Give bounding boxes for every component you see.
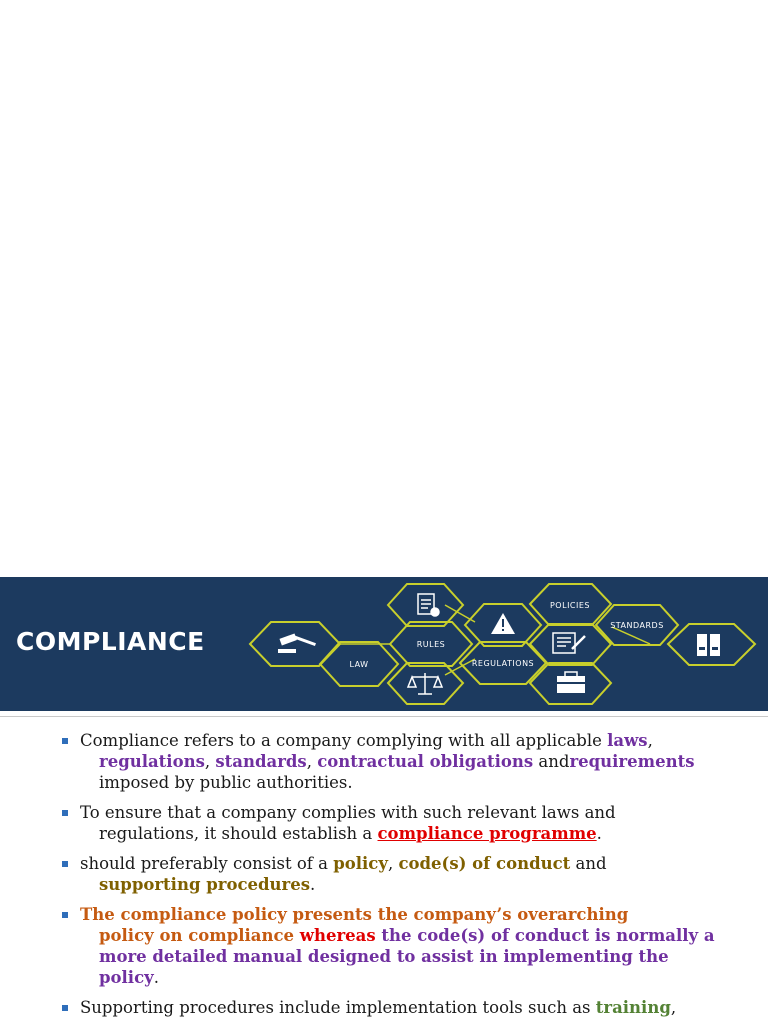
bullet-text-run: Supporting procedures include implementation tools such as: [80, 998, 596, 1017]
rules-hex: [390, 622, 472, 666]
bullet-text-run: whereas: [299, 926, 376, 945]
bullet-first-line: [80, 905, 628, 924]
bullet-item: [0, 802, 768, 844]
bullet-text-run: and: [533, 752, 570, 771]
bullet-text-run: laws: [607, 731, 648, 750]
bullet-text-run: contractual obligations: [317, 752, 534, 771]
bullet-text-run: compliance programme: [377, 824, 597, 843]
divider: [0, 716, 768, 717]
scales-hex: [388, 663, 463, 704]
checklist-hex: [388, 584, 463, 626]
bullet-text-run: regulations: [99, 752, 205, 771]
bullet-item: [0, 997, 768, 1018]
warning-hex: [465, 604, 541, 646]
standards-label: STANDARDS: [610, 621, 664, 630]
bullet-first-line: [80, 854, 607, 873]
bullet-text-run: ,: [306, 752, 318, 771]
bullet-text-run: Compliance refers to a company complying with all applicable: [80, 731, 608, 750]
bullet-text-run: ,: [204, 752, 216, 771]
bullet-item: [0, 904, 768, 988]
bullet-text-run: ,: [387, 854, 399, 873]
document-hex: [530, 624, 611, 665]
bullet-item: [0, 853, 768, 895]
bullet-continuation: [80, 823, 718, 844]
bullet-marker-icon: [62, 810, 68, 816]
binders-hex: [668, 624, 755, 665]
bullet-text-run: ,: [647, 731, 653, 750]
policies-hex: [530, 584, 611, 625]
regulations-label: REGULATIONS: [471, 659, 535, 668]
bullet-text-run: ,: [670, 998, 677, 1017]
bullet-marker-icon: [62, 861, 68, 867]
gavel-icon: [278, 633, 316, 653]
bullet-text-run: should preferably consist of a: [80, 854, 334, 873]
checklist-clipboard-icon: [418, 594, 439, 616]
bullet-text-run: policy on compliance: [99, 926, 300, 945]
bullet-continuation: [80, 925, 718, 988]
binders-icon: [697, 634, 720, 656]
bullet-text-run: requirements: [569, 752, 695, 771]
bullet-text-run: .: [310, 875, 316, 894]
bullet-continuation: [80, 751, 718, 793]
gavel-hex: [250, 622, 340, 666]
bullet-continuation: [80, 874, 718, 895]
bullet-marker-icon: [62, 912, 68, 918]
bullet-text-run: .: [596, 824, 602, 843]
rules-label: RULES: [416, 640, 446, 649]
banner-title: COMPLIANCE: [16, 627, 205, 656]
bullet-text-run: .: [153, 968, 159, 987]
bullet-text-run: training: [595, 998, 671, 1017]
bullet-first-line: [80, 731, 653, 750]
bullet-first-line: [80, 803, 616, 822]
bullet-text-run: standards: [215, 752, 307, 771]
policies-label: POLICIES: [549, 601, 591, 610]
bullet-item: [0, 730, 768, 793]
law-label: LAW: [349, 660, 369, 669]
briefcase-icon: [557, 672, 585, 693]
briefcase-hex: [530, 663, 611, 704]
bullet-text-run: and: [570, 854, 607, 873]
bullet-marker-icon: [62, 738, 68, 744]
bullet-text-run: The compliance policy presents the company’s overarching: [80, 905, 629, 924]
bullet-marker-icon: [62, 1005, 68, 1011]
bullet-text-run: the code(s) of conduct is normally a more detailed manual designed to assist in implementing the policy: [99, 926, 715, 987]
warning-icon: [491, 613, 515, 634]
bullet-first-line: [80, 998, 676, 1017]
bullet-text-run: To ensure that a company complies with such relevant laws and: [80, 803, 616, 822]
bullet-text-run: code(s) of conduct: [398, 854, 571, 873]
bullet-text-run: policy: [333, 854, 388, 873]
law-hex: [320, 642, 398, 686]
bullet-text-run: imposed by public authorities.: [99, 773, 353, 792]
compliance-banner: [0, 577, 768, 711]
bullet-list: [0, 730, 768, 1027]
scales-icon: [408, 673, 442, 694]
document-sign-icon: [553, 633, 585, 653]
bullet-text-run: supporting procedures: [99, 875, 311, 894]
bullet-text-run: regulations, it should establish a: [99, 824, 378, 843]
